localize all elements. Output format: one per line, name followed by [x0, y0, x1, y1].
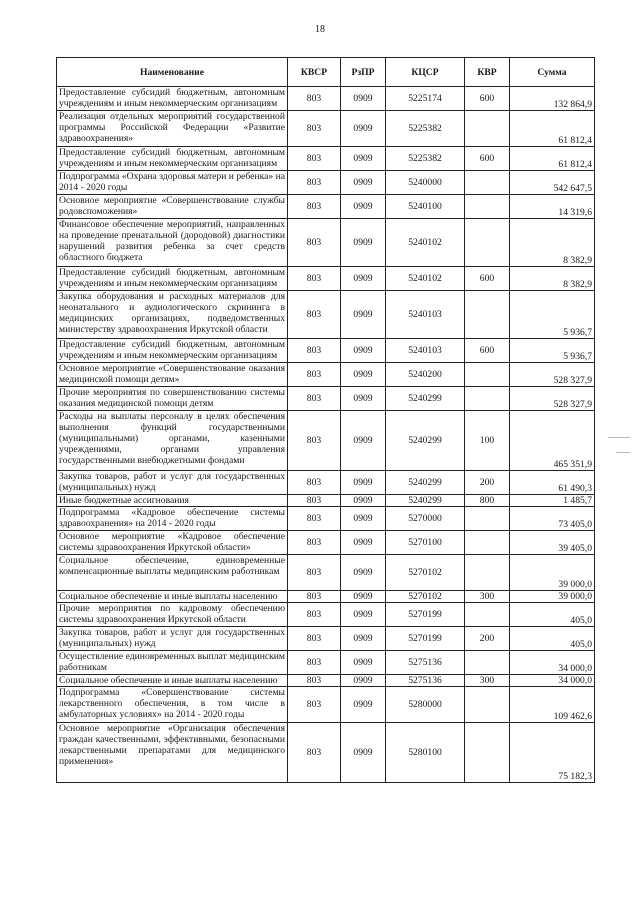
table-row	[57, 195, 595, 219]
cell-kvsr: 803	[288, 675, 341, 687]
cell-sum: 5 936,7	[510, 339, 595, 363]
cell-rzpr: 0909	[341, 471, 386, 495]
cell-name: Подпрограмма «Охрана здоровья матери и ребенка» на 2014 - 2020 годы	[57, 171, 288, 195]
cell-kvr	[465, 195, 510, 219]
cell-kcsr: 5270102	[386, 591, 465, 603]
cell-kvr	[465, 387, 510, 411]
cell-kvsr: 803	[288, 219, 341, 267]
budget-table	[56, 57, 595, 783]
header-kvsr: КВСР	[288, 58, 341, 87]
table-row	[57, 627, 595, 651]
cell-kcsr: 5280100	[386, 723, 465, 783]
cell-name: Подпрограмма «Совершенствование системы лекарственного обеспечения, в том числе в амбулаторных условиях» на 2014 - 2020 годы	[57, 687, 288, 723]
table-row	[57, 171, 595, 195]
cell-kvr	[465, 555, 510, 591]
page-number: 18	[315, 24, 325, 35]
cell-sum: 8 382,9	[510, 267, 595, 291]
cell-kcsr: 5270102	[386, 555, 465, 591]
cell-name: Основное мероприятие «Совершенствование службы родовспоможения»	[57, 195, 288, 219]
cell-kvr	[465, 291, 510, 339]
cell-kvr	[465, 219, 510, 267]
cell-kcsr: 5280000	[386, 687, 465, 723]
table-row	[57, 267, 595, 291]
cell-rzpr: 0909	[341, 723, 386, 783]
table-row	[57, 495, 595, 507]
cell-sum: 61 812,4	[510, 111, 595, 147]
cell-kvsr: 803	[288, 507, 341, 531]
cell-sum: 61 812,4	[510, 147, 595, 171]
cell-kvsr: 803	[288, 471, 341, 495]
cell-name: Расходы на выплаты персоналу в целях обеспечения выполнения функций государственными (муниципальными) органами, казенными учреждениями, органами управления государственными внебюджетными фондами	[57, 411, 288, 471]
cell-name: Предоставление субсидий бюджетным, автономным учреждениям и иным некоммерческим организациям	[57, 147, 288, 171]
cell-kcsr: 5275136	[386, 651, 465, 675]
cell-sum: 405,0	[510, 627, 595, 651]
cell-rzpr: 0909	[341, 687, 386, 723]
cell-sum: 34 000,0	[510, 675, 595, 687]
table-row	[57, 219, 595, 267]
cell-sum: 528 327,9	[510, 387, 595, 411]
cell-sum: 34 000,0	[510, 651, 595, 675]
cell-kvsr: 803	[288, 531, 341, 555]
cell-rzpr: 0909	[341, 591, 386, 603]
cell-kvr	[465, 171, 510, 195]
cell-name: Иные бюджетные ассигнования	[57, 495, 288, 507]
header-kvr: КВР	[465, 58, 510, 87]
cell-rzpr: 0909	[341, 507, 386, 531]
cell-kvr	[465, 603, 510, 627]
cell-kvr: 200	[465, 471, 510, 495]
cell-kcsr: 5270000	[386, 507, 465, 531]
cell-kcsr: 5270100	[386, 531, 465, 555]
cell-name: Реализация отдельных мероприятий государственной программы Российской Федерации «Развитие здравоохранения»	[57, 111, 288, 147]
cell-kcsr: 5240000	[386, 171, 465, 195]
cell-kvsr: 803	[288, 627, 341, 651]
cell-name: Социальное обеспечение и иные выплаты населению	[57, 591, 288, 603]
cell-name: Прочие мероприятия по совершенствованию системы оказания медицинской помощи детям	[57, 387, 288, 411]
cell-name: Социальное обеспечение, единовременные компенсационные выплаты медицинским работникам	[57, 555, 288, 591]
cell-rzpr: 0909	[341, 675, 386, 687]
cell-kvr: 200	[465, 627, 510, 651]
header-sum: Сумма	[510, 58, 595, 87]
cell-name: Подпрограмма «Кадровое обеспечение системы здравоохранения» на 2014 - 2020 годы	[57, 507, 288, 531]
cell-kcsr: 5270199	[386, 603, 465, 627]
cell-kvsr: 803	[288, 87, 341, 111]
cell-name: Социальное обеспечение и иные выплаты населению	[57, 675, 288, 687]
cell-kvr: 600	[465, 267, 510, 291]
cell-kvr	[465, 723, 510, 783]
table-row	[57, 555, 595, 591]
cell-kvsr: 803	[288, 267, 341, 291]
cell-kcsr: 5225382	[386, 111, 465, 147]
table-row	[57, 87, 595, 111]
cell-kvsr: 803	[288, 411, 341, 471]
cell-name: Предоставление субсидий бюджетным, автономным учреждениям и иным некоммерческим организациям	[57, 87, 288, 111]
table-row	[57, 675, 595, 687]
table-row	[57, 507, 595, 531]
cell-kvsr: 803	[288, 723, 341, 783]
cell-kvr	[465, 531, 510, 555]
cell-kcsr: 5240102	[386, 219, 465, 267]
cell-kcsr: 5240200	[386, 363, 465, 387]
cell-kvr	[465, 687, 510, 723]
cell-rzpr: 0909	[341, 291, 386, 339]
cell-kcsr: 5240103	[386, 291, 465, 339]
cell-name: Прочие мероприятия по кадровому обеспечению системы здравоохранения Иркутской области	[57, 603, 288, 627]
cell-rzpr: 0909	[341, 363, 386, 387]
cell-rzpr: 0909	[341, 267, 386, 291]
cell-kvsr: 803	[288, 387, 341, 411]
cell-kvsr: 803	[288, 555, 341, 591]
cell-sum: 61 490,3	[510, 471, 595, 495]
cell-sum: 73 405,0	[510, 507, 595, 531]
cell-kvsr: 803	[288, 603, 341, 627]
cell-kvsr: 803	[288, 339, 341, 363]
cell-sum: 8 382,9	[510, 219, 595, 267]
cell-sum: 542 647,5	[510, 171, 595, 195]
cell-sum: 528 327,9	[510, 363, 595, 387]
cell-kvr: 800	[465, 495, 510, 507]
cell-kvr	[465, 111, 510, 147]
cell-rzpr: 0909	[341, 195, 386, 219]
table-row	[57, 591, 595, 603]
table-row	[57, 723, 595, 783]
cell-kcsr: 5240103	[386, 339, 465, 363]
cell-name: Закупка товаров, работ и услуг для государственных (муниципальных) нужд	[57, 471, 288, 495]
table-row	[57, 339, 595, 363]
cell-name: Закупка оборудования и расходных материалов для неонатального и аудиологического скрининга в медицинских организациях, подведомственных министерству здравоохранения Иркутской области	[57, 291, 288, 339]
cell-kvr	[465, 507, 510, 531]
cell-rzpr: 0909	[341, 339, 386, 363]
cell-kcsr: 5240102	[386, 267, 465, 291]
cell-kvsr: 803	[288, 651, 341, 675]
cell-sum: 75 182,3	[510, 723, 595, 783]
cell-rzpr: 0909	[341, 603, 386, 627]
table-header-row	[57, 58, 595, 87]
cell-kvr: 600	[465, 147, 510, 171]
cell-name: Финансовое обеспечение мероприятий, направленных на проведение пренатальной (дородовой) диагностики нарушений развития ребенка за счет средств областного бюджета	[57, 219, 288, 267]
cell-sum: 465 351,9	[510, 411, 595, 471]
margin-mark	[608, 437, 630, 438]
cell-kvr: 300	[465, 591, 510, 603]
cell-kcsr: 5225382	[386, 147, 465, 171]
cell-sum: 132 864,9	[510, 87, 595, 111]
cell-kvsr: 803	[288, 591, 341, 603]
table-row	[57, 147, 595, 171]
table-row	[57, 387, 595, 411]
table-row	[57, 651, 595, 675]
cell-sum: 39 000,0	[510, 591, 595, 603]
cell-kvr: 100	[465, 411, 510, 471]
cell-name: Основное мероприятие «Кадровое обеспечение системы здравоохранения Иркутской области»	[57, 531, 288, 555]
cell-name: Предоставление субсидий бюджетным, автономным учреждениям и иным некоммерческим организациям	[57, 267, 288, 291]
cell-kvsr: 803	[288, 687, 341, 723]
cell-sum: 405,0	[510, 603, 595, 627]
cell-sum: 1 485,7	[510, 495, 595, 507]
table-row	[57, 363, 595, 387]
cell-kvr: 600	[465, 339, 510, 363]
header-name: Наименование	[57, 58, 288, 87]
table-row	[57, 471, 595, 495]
cell-kvr: 300	[465, 675, 510, 687]
cell-kvsr: 803	[288, 291, 341, 339]
cell-sum: 39 405,0	[510, 531, 595, 555]
cell-kcsr: 5270199	[386, 627, 465, 651]
margin-mark	[616, 452, 630, 453]
cell-kcsr: 5240299	[386, 387, 465, 411]
table-row	[57, 603, 595, 627]
cell-rzpr: 0909	[341, 555, 386, 591]
header-rzpr: РзПР	[341, 58, 386, 87]
cell-name: Основное мероприятие «Совершенствование оказания медицинской помощи детям»	[57, 363, 288, 387]
cell-rzpr: 0909	[341, 387, 386, 411]
cell-rzpr: 0909	[341, 495, 386, 507]
cell-rzpr: 0909	[341, 219, 386, 267]
header-kcsr: КЦСР	[386, 58, 465, 87]
cell-kvsr: 803	[288, 147, 341, 171]
cell-rzpr: 0909	[341, 627, 386, 651]
cell-kvr: 600	[465, 87, 510, 111]
cell-kcsr: 5275136	[386, 675, 465, 687]
cell-kcsr: 5240299	[386, 411, 465, 471]
table-row	[57, 687, 595, 723]
table-row	[57, 111, 595, 147]
cell-kvr	[465, 363, 510, 387]
cell-rzpr: 0909	[341, 411, 386, 471]
table-row	[57, 531, 595, 555]
cell-kvr	[465, 651, 510, 675]
cell-name: Предоставление субсидий бюджетным, автономным учреждениям и иным некоммерческим организациям	[57, 339, 288, 363]
cell-rzpr: 0909	[341, 171, 386, 195]
table-row	[57, 291, 595, 339]
cell-name: Осуществление единовременных выплат медицинским работникам	[57, 651, 288, 675]
cell-rzpr: 0909	[341, 111, 386, 147]
cell-kvsr: 803	[288, 111, 341, 147]
cell-rzpr: 0909	[341, 651, 386, 675]
cell-kvsr: 803	[288, 363, 341, 387]
cell-sum: 109 462,6	[510, 687, 595, 723]
cell-sum: 5 936,7	[510, 291, 595, 339]
cell-rzpr: 0909	[341, 87, 386, 111]
cell-sum: 39 000,0	[510, 555, 595, 591]
cell-name: Закупка товаров, работ и услуг для государственных (муниципальных) нужд	[57, 627, 288, 651]
cell-rzpr: 0909	[341, 531, 386, 555]
cell-kvsr: 803	[288, 171, 341, 195]
cell-kvsr: 803	[288, 195, 341, 219]
cell-kcsr: 5225174	[386, 87, 465, 111]
cell-kvsr: 803	[288, 495, 341, 507]
cell-kcsr: 5240299	[386, 495, 465, 507]
cell-name: Основное мероприятие «Организация обеспечения граждан качественными, эффективными, безопасными лекарственными препаратами для медицинского применения»	[57, 723, 288, 783]
cell-rzpr: 0909	[341, 147, 386, 171]
cell-kcsr: 5240299	[386, 471, 465, 495]
cell-kcsr: 5240100	[386, 195, 465, 219]
cell-sum: 14 319,6	[510, 195, 595, 219]
table-row	[57, 411, 595, 471]
